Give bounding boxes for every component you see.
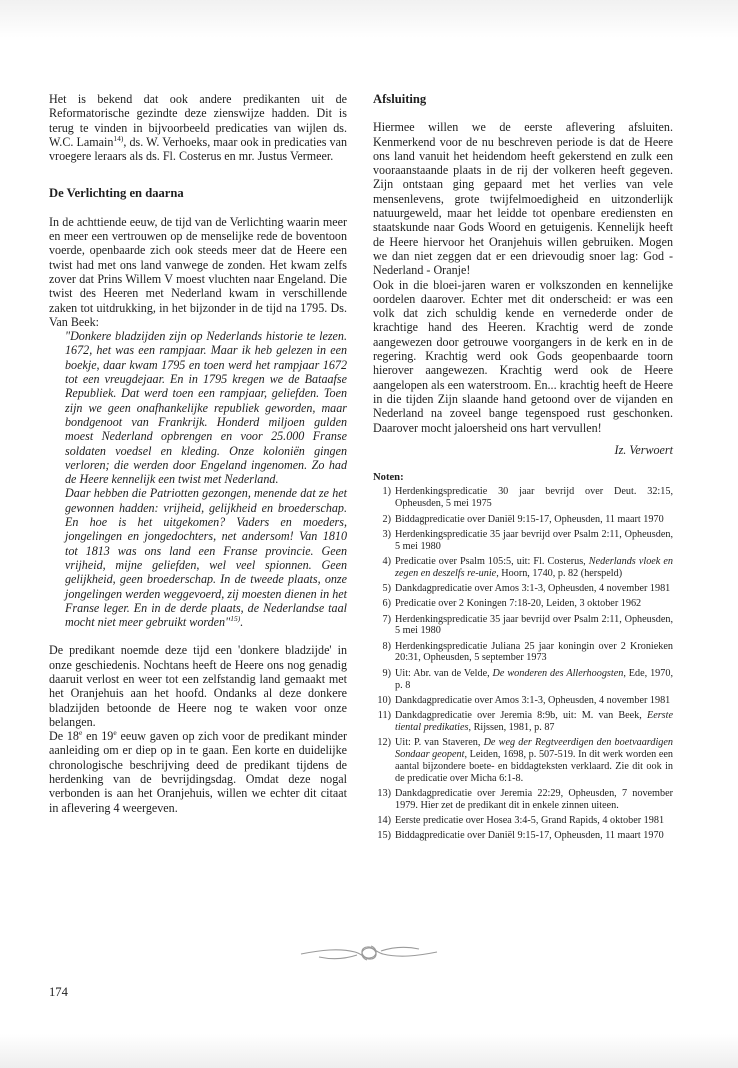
note-number: 12) xyxy=(377,737,391,749)
note-number: 9) xyxy=(382,667,391,679)
author-signature: Iz. Verwoert xyxy=(614,442,673,457)
quote-paragraph-1: "Donkere bladzijden zijn op Nederlands historie te lezen. 1672, het was een rampjaar. Maar ik heb gelezen in een boekje, daar kwam 1795 en toen werd het rampjaar 1672 tot een vreugdejaar. En in 1795 kregen we de Bataafse Republiek. Dat werd toen een rampjaar, geliefden. Toen zijn we geen onafhankelijke republiek geworden, maar bondgenoot van Frankrijk. Honderd miljoen gulden moest Nederland opbrengen en voor 25.000 Franse soldaten voedsel en kleding. Onze koloniën gingen verloren; die werden door Engeland ingenomen. Zo had de Heere kennelijk een twist met Nederland. xyxy=(65,329,347,487)
page-number: 174 xyxy=(49,985,68,999)
note-item xyxy=(373,529,673,553)
note-text: Uit: Abr. van de Velde, De wonderen des Allerhoogsten, Ede, 1970, p. 8 xyxy=(395,667,674,691)
footnote-ref-15[interactable]: 15) xyxy=(230,614,241,624)
note-text: Herdenkingspredicatie Juliana 25 jaar koningin over 2 Kronieken 20:31, Opheusden, 5 september 1973 xyxy=(395,640,673,664)
note-number: 10) xyxy=(377,694,391,706)
note-text: Predicatie over Psalm 105:5, uit: Fl. Costerus, Nederlands vloek en zegen en deszelfs re-unie, Hoorn, 1740, p. 82 (herspeld) xyxy=(395,555,674,579)
note-number: 13) xyxy=(377,787,391,799)
note-number: 4) xyxy=(382,555,391,567)
right-column xyxy=(373,92,673,846)
note-text: Uit: P. van Staveren, De weg der Regtveerdigen den boetvaardigen Sondaar geopent, Leiden, 1698, p. 507-519. In dit werk worden een aantal bijzondere boete- en biddagteksten verklaard. Zie dit ook in de predicatie over Micha 6:1-8. xyxy=(395,737,674,784)
note-text: Herdenkingspredicatie 30 jaar bevrijd over Deut. 32:15, Opheusden, 5 mei 1975 xyxy=(395,486,673,510)
note-item xyxy=(373,737,673,784)
left-column xyxy=(49,92,347,815)
ornament-divider-icon xyxy=(299,940,439,966)
footnote-ref-14[interactable]: 14) xyxy=(113,133,124,143)
section-heading-verlichting: De Verlichting en daarna xyxy=(49,186,184,201)
notes-heading: Noten: xyxy=(373,472,404,484)
note-item xyxy=(373,788,673,812)
note-number: 8) xyxy=(382,640,391,652)
note-text: Dankdagpredicatie over Amos 3:1-3, Opheusden, 4 november 1981 xyxy=(395,694,671,706)
note-number: 7) xyxy=(382,613,391,625)
note-number: 1) xyxy=(382,486,391,498)
quote-paragraph-2: Daar hebben die Patriotten gezongen, menende dat ze het gewonnen hadden: vrijheid, gelijkheid en broederschap. En hoe is het uitgekomen? Vaders en moeders, jongelingen en jongedochters, net andersom! Van 1810 tot 1813 was ons land een Franse provincie. Geen vrijheid, mijne geliefden, wel veel spionnen. Geen gelijkheid, geen broederschap. In de tweede plaats, onze jongelingen werden weggevoerd, zij moesten dienen in het Franse leger. En in de derde plaats, de Nederlandse taal mocht niet meer gebruikt worden"$^{15)}$. xyxy=(65,486,347,630)
note-number: 3) xyxy=(382,528,391,540)
note-number: 11) xyxy=(377,710,391,722)
note-number: 6) xyxy=(382,598,391,610)
note-text: Herdenkingspredicatie 35 jaar bevrijd over Psalm 2:11, Opheusden, 5 mei 1980 xyxy=(395,528,673,552)
note-item xyxy=(373,815,673,827)
verlichting-paragraph: In de achttiende eeuw, de tijd van de Verlichting waarin meer en meer een vertrouwen op de menselijke rede de boventoon voerde, openbaarde zich ook steeds meer dat de Heere een twist had met ons land vanwege de zonden. Het kwam zelfs zover dat Prins Willem V moest vluchten naar Engeland. Die twist des Heeren met Nederland kwam in verschillende zaken tot uitdrukking, in het bijzonder in de tijd na 1795. Ds. Van Beek: xyxy=(49,214,347,329)
note-text: Predicatie over 2 Koningen 7:18-20, Leiden, 3 oktober 1962 xyxy=(395,598,642,610)
note-text: Dankdagpredicatie over Jeremia 22:29, Opheusden, 7 november 1979. Hier zet de predikant dit in enkele zinnen uiteen. xyxy=(395,787,673,811)
note-text: Dankdagpredicatie over Amos 3:1-3, Opheusden, 4 november 1981 xyxy=(395,583,671,594)
note-item xyxy=(373,583,673,595)
note-item xyxy=(373,486,673,510)
notes-list xyxy=(373,486,673,842)
note-number: 5) xyxy=(382,583,391,594)
note-item xyxy=(373,641,673,665)
section-heading-afsluiting: Afsluiting xyxy=(373,92,427,106)
note-item xyxy=(373,830,673,842)
note-text: Biddagpredicatie over Daniël 9:15-17, Opheusden, 11 maart 1970 xyxy=(395,830,664,842)
afsluiting-paragraph-1: Hiermee willen we de eerste aflevering afsluiten. Kenmerkend voor de nu beschreven periode is dat de Heere ons land vanuit het heidendom heeft gekerstend en zulk een vooraanstaande plaats in de rij der volkeren heeft gegeven. Zijn ontstaan ging gepaard met het verlies van vele mensenlevens, grote twijfelmoedigheid en uitzonderlijk natuurgeweld, maar het leidde tot openbare erediensten en staatskunde naar Gods Woord en getuigenis. Kennelijk heeft de Heere hiervoor het Oranjehuis willen gebruiken. Mogen we dan niet zeggen dat er een drievoudig snoer lag: God - Nederland - Oranje! xyxy=(373,120,673,278)
note-item xyxy=(373,556,673,580)
note-item xyxy=(373,668,673,692)
note-text: Herdenkingspredicatie 35 jaar bevrijd over Psalm 2:11, Opheusden, 5 mei 1980 xyxy=(395,613,673,637)
note-item xyxy=(373,614,673,638)
page-top-edge xyxy=(0,0,738,38)
note-item xyxy=(373,514,673,526)
note-number: 14) xyxy=(377,815,391,827)
donkere-bladzijde-paragraph: De predikant noemde deze tijd een 'donkere bladzijde' in onze geschiedenis. Nochtans heeft de Heere ons nog genadig daaruit verlost en weer tot een zelfstandig land gemaakt met het Oranjehuis aan het hoofd. Ondanks al deze donkere bladzijden betoonde de Heere nog te waken voor onze belangen. xyxy=(49,643,347,729)
note-item xyxy=(373,598,673,610)
afsluiting-paragraph-2: Ook in die bloei-jaren waren er volkszonden en kennelijke oordelen daarover. Echter met dit onderscheid: er was een volk dat zich schuldig kende en vernederde onder de krachtige hand des Heeren. Krachtig werd de zonde aangewezen door getrouwe voorgangers in de kerk en in de regering. Krachtig werd ook Gods geopenbaarde toorn hierover aangewezen. Krachtig werd ook de Heere aangelopen als een waterstroom. En... krachtig heeft de Heere in die tijden Zijn slaande hand getoond over de vijanden en Nederland na zoveel bange tegenspoed rust geschonken. Daarover mocht jaloersheid ons hart vervullen! xyxy=(373,277,673,435)
note-text: Dankdagpredicatie over Jeremia 8:9b, uit: M. van Beek, Eerste tiental predikaties, Rijssen, 1981, p. 87 xyxy=(395,710,673,733)
note-number: 15) xyxy=(377,830,391,842)
note-text: Biddagpredicatie over Daniël 9:15-17, Opheusden, 11 maart 1970 xyxy=(395,513,664,525)
page-bottom-edge xyxy=(0,1034,738,1068)
note-item xyxy=(373,710,673,734)
intro-paragraph: Het is bekend dat ook andere predikanten uit de Reformatorische gezindte deze zienswijze hadden. Dit is terug te vinden in bijvoorbeeld predicaties van wijlen ds. W.C. Lamain$^{14)}$, ds. W. Verhoeks, maar ook in predicaties van vroegere leraars als ds. Fl. Costerus en mr. Justus Vermeer. xyxy=(49,92,347,164)
eeuw-paragraph: De 18e en 19e eeuw gaven op zich voor de predikant minder aanleiding om er diep op in te gaan. Een korte en duidelijke chronologische beschrijving deed de predikant tijdens de herdenking van de bevrijdingsdag. Omdat deze nogal verbonden is aan het Oranjehuis, willen we echter dit citaat in aflevering 4 weergeven. xyxy=(49,728,347,815)
note-item xyxy=(373,695,673,707)
note-number: 2) xyxy=(382,513,391,525)
note-text: Eerste predicatie over Hosea 3:4-5, Grand Rapids, 4 oktober 1981 xyxy=(395,815,665,827)
